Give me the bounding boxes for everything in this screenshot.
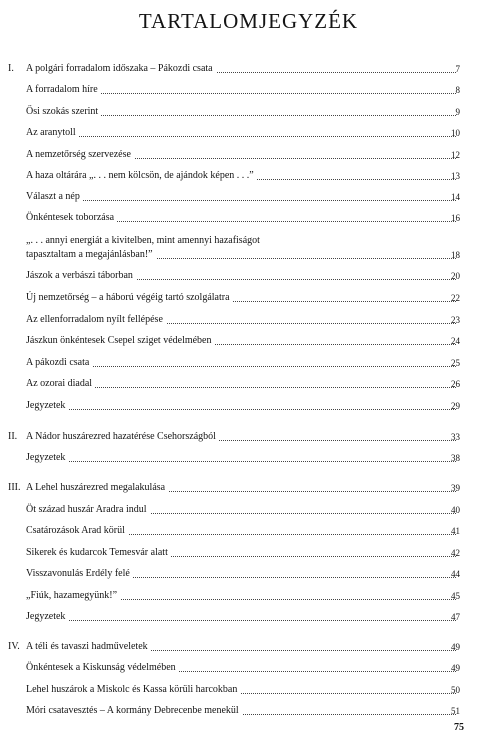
entry-title: Az ozorai diadal [26,378,95,389]
entry-title: Jászkun önkéntesek Csepel sziget védelmében [26,335,215,346]
entry-title: A Nádor huszárezred hazatérése Csehországból [26,431,219,442]
entry-title: A nemzetőrség szervezése [26,149,134,160]
entry-title: Jászok a verbászi táborban [26,270,136,281]
entry-title: Az aranytoll [26,127,79,138]
page-number: 47 [451,612,460,622]
entry-title: tapasztaltam a megajánlásban!” [26,249,156,260]
entry-title: „Fiúk, hazamegyünk!” [26,590,120,601]
toc-entry [0,399,497,413]
entry-title: A pákozdi csata [26,357,92,368]
page-number: 50 [451,685,460,695]
entry-title: Önkéntesek toborzása [26,212,117,223]
page-number: 29 [451,401,460,411]
page-number: 22 [451,293,460,303]
entry-title: Ősi szokás szerint [26,106,101,117]
toc-entry [0,640,497,654]
page-number: 12 [451,150,460,160]
toc-entry [0,610,497,624]
entry-title: A polgári forradalom időszaka – Pákozdi csata [26,63,216,74]
page-number: 25 [451,358,460,368]
toc-entry [0,589,497,603]
page-number: 49 [451,663,460,673]
page-number: 13 [451,171,460,181]
page-number: 23 [451,315,460,325]
toc-entry [0,503,497,517]
entry-title: Az ellenforradalom nyílt fellépése [26,314,166,325]
page-number: 44 [451,569,460,579]
toc-entry [0,451,497,465]
toc-entry [0,62,497,76]
entry-title: Móri csatavesztés – A kormány Debrecenbe menekül [26,705,242,716]
page-number: 20 [451,271,460,281]
entry-title: Csatározások Arad körül [26,525,128,536]
toc-entry [0,377,497,391]
entry-title: Választ a nép [26,191,83,202]
toc-entry [0,567,497,581]
entry-title: Jegyzetek [26,611,68,622]
page-number: 24 [451,336,460,346]
toc-entry [0,105,497,119]
toc-entry [0,356,497,370]
toc-entry [0,430,497,444]
page-number: 41 [451,526,460,536]
page-number: 14 [451,192,460,202]
page-number: 18 [451,250,460,260]
toc-entry [0,661,497,675]
toc-entry [0,524,497,538]
entry-title: Jegyzetek [26,400,68,411]
entry-title: „. . . annyi energiát a kivitelben, mint amennyi hazafiságot [26,235,263,246]
page-number: 33 [451,432,460,442]
toc-entry-continuation [0,248,497,262]
entry-title: Önkéntesek a Kiskunság védelmében [26,662,179,673]
entry-title: Öt század huszár Aradra indul [26,504,150,515]
toc-entry [0,546,497,560]
page-number: 9 [455,107,460,117]
toc-entry [0,83,497,97]
section-number: IV. [8,641,20,652]
entry-title: Új nemzetőrség – a háború végéig tartó szolgálatra [26,292,233,303]
toc-entry [0,211,497,225]
section-number: III. [8,482,21,493]
entry-title: Lehel huszárok a Miskolc és Kassa körüli harcokban [26,684,240,695]
entry-title: A forradalom híre [26,84,101,95]
page-number: 26 [451,379,460,389]
section-number: II. [8,431,18,442]
entry-title: A haza oltárára „. . . nem kölcsön, de ajándok képen . . .” [26,170,257,181]
page-number: 8 [455,85,460,95]
toc-entry [0,169,497,183]
page-number: 39 [451,483,460,493]
toc-entry [0,269,497,283]
entry-title: A téli és tavaszi hadműveletek [26,641,151,652]
toc-entry [0,234,497,248]
page-number: 45 [451,591,460,601]
entry-title: A Lehel huszárezred megalakulása [26,482,168,493]
toc-entry [0,481,497,495]
section-number: I. [8,63,14,74]
page-number: 51 [451,706,460,716]
page-number: 42 [451,548,460,558]
page-number: 7 [455,64,460,74]
toc-entry [0,313,497,327]
folio-page-number: 75 [454,722,464,733]
entry-title: Sikerek és kudarcok Temesvár alatt [26,547,171,558]
toc-entry [0,190,497,204]
entry-title: Visszavonulás Erdély felé [26,568,133,579]
page-number: 16 [451,213,460,223]
page-number: 49 [451,642,460,652]
entry-title: Jegyzetek [26,452,68,463]
page-number: 10 [451,128,460,138]
page-number: 38 [451,453,460,463]
toc-entry [0,291,497,305]
toc-entry [0,683,497,697]
toc-entry [0,126,497,140]
toc-entry [0,704,497,718]
page-number: 40 [451,505,460,515]
toc-entry [0,148,497,162]
page-title: TARTALOMJEGYZÉK [138,9,359,33]
toc-entry [0,334,497,348]
